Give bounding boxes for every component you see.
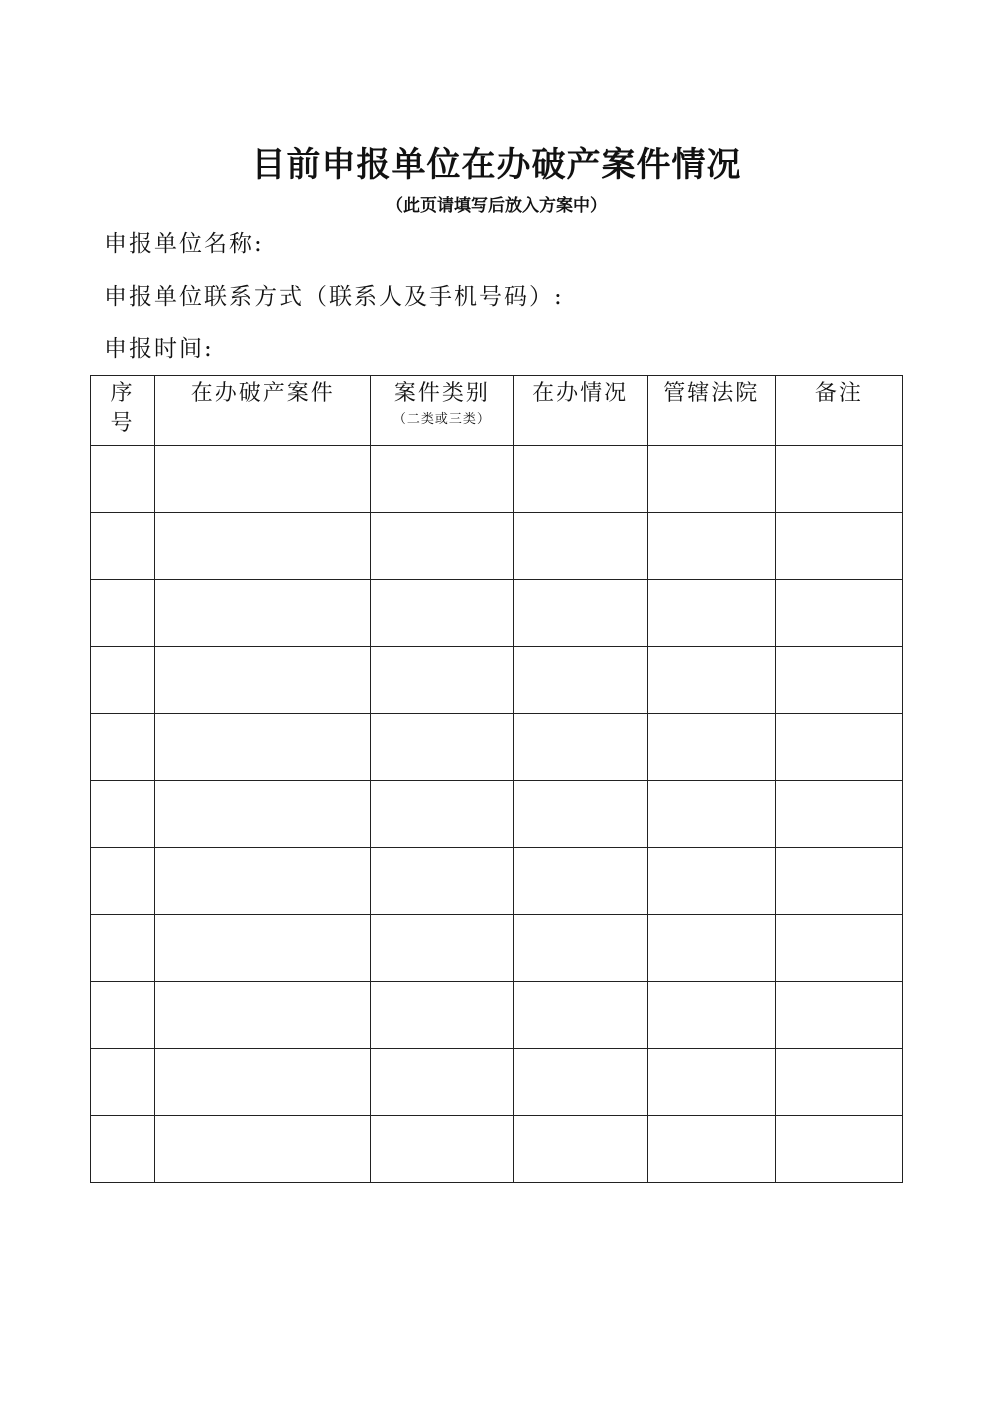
cell-note[interactable] <box>775 1116 902 1183</box>
header-type-label: 案件类别 <box>393 381 490 406</box>
header-type <box>371 376 513 446</box>
cell-court[interactable] <box>647 1049 775 1116</box>
cell-case[interactable] <box>155 513 371 580</box>
cell-type[interactable] <box>371 647 513 714</box>
cell-court[interactable] <box>647 580 775 647</box>
table-row <box>91 915 903 982</box>
header-type-note: （二类或三类） <box>392 412 491 427</box>
cell-note[interactable] <box>775 580 902 647</box>
cell-note[interactable] <box>775 982 902 1049</box>
header-seq <box>91 376 155 446</box>
table-body <box>91 446 903 1183</box>
table-row <box>91 714 903 781</box>
cell-case[interactable] <box>155 848 371 915</box>
header-court <box>647 376 775 446</box>
cell-seq[interactable] <box>91 446 155 513</box>
cell-court[interactable] <box>647 781 775 848</box>
declaration-time-label: 申报时间: <box>104 336 214 362</box>
cell-case[interactable] <box>155 647 371 714</box>
cell-status[interactable] <box>513 513 647 580</box>
cell-type[interactable] <box>371 915 513 982</box>
cell-type[interactable] <box>371 848 513 915</box>
cell-court[interactable] <box>647 848 775 915</box>
page-subtitle: （此页请填写后放入方案中） <box>386 196 607 216</box>
cell-type[interactable] <box>371 714 513 781</box>
header-case-label: 在办破产案件 <box>190 381 335 406</box>
cell-seq[interactable] <box>91 1116 155 1183</box>
cell-status[interactable] <box>513 580 647 647</box>
page-title: 目前申报单位在办破产案件情况 <box>251 145 742 185</box>
cell-court[interactable] <box>647 513 775 580</box>
table-header-row <box>91 376 903 446</box>
cell-case[interactable] <box>155 1049 371 1116</box>
cell-court[interactable] <box>647 915 775 982</box>
cell-status[interactable] <box>513 647 647 714</box>
cell-type[interactable] <box>371 446 513 513</box>
cell-case[interactable] <box>155 781 371 848</box>
header-seq-label: 序号 <box>110 381 135 436</box>
cell-status[interactable] <box>513 781 647 848</box>
cell-case[interactable] <box>155 982 371 1049</box>
cell-court[interactable] <box>647 446 775 513</box>
table-row <box>91 580 903 647</box>
table-row <box>91 1049 903 1116</box>
cell-case[interactable] <box>155 1116 371 1183</box>
cell-seq[interactable] <box>91 915 155 982</box>
cell-type[interactable] <box>371 781 513 848</box>
cell-seq[interactable] <box>91 580 155 647</box>
header-status <box>513 376 647 446</box>
table-row <box>91 647 903 714</box>
cell-note[interactable] <box>775 513 902 580</box>
cell-type[interactable] <box>371 982 513 1049</box>
cell-seq[interactable] <box>91 714 155 781</box>
cell-case[interactable] <box>155 714 371 781</box>
cell-status[interactable] <box>513 1049 647 1116</box>
cell-seq[interactable] <box>91 647 155 714</box>
cell-status[interactable] <box>513 982 647 1049</box>
cell-status[interactable] <box>513 848 647 915</box>
cell-type[interactable] <box>371 580 513 647</box>
header-note <box>775 376 902 446</box>
cell-status[interactable] <box>513 915 647 982</box>
header-note-label: 备注 <box>814 381 863 406</box>
cell-case[interactable] <box>155 580 371 647</box>
cell-seq[interactable] <box>91 781 155 848</box>
cell-court[interactable] <box>647 982 775 1049</box>
unit-name-label: 申报单位名称: <box>104 231 264 257</box>
table-row <box>91 446 903 513</box>
case-table <box>90 375 903 1183</box>
cell-note[interactable] <box>775 848 902 915</box>
table-row <box>91 1116 903 1183</box>
cell-seq[interactable] <box>91 848 155 915</box>
cell-type[interactable] <box>371 1049 513 1116</box>
cell-status[interactable] <box>513 1116 647 1183</box>
header-court-label: 管辖法院 <box>663 381 760 406</box>
cell-note[interactable] <box>775 915 902 982</box>
cell-note[interactable] <box>775 446 902 513</box>
table-row <box>91 982 903 1049</box>
table-row <box>91 781 903 848</box>
cell-case[interactable] <box>155 915 371 982</box>
cell-type[interactable] <box>371 513 513 580</box>
header-case <box>155 376 371 446</box>
cell-note[interactable] <box>775 781 902 848</box>
cell-note[interactable] <box>775 647 902 714</box>
cell-note[interactable] <box>775 1049 902 1116</box>
contact-label: 申报单位联系方式（联系人及手机号码）: <box>104 284 564 310</box>
cell-status[interactable] <box>513 714 647 781</box>
header-status-label: 在办情况 <box>532 381 629 406</box>
cell-type[interactable] <box>371 1116 513 1183</box>
cell-court[interactable] <box>647 714 775 781</box>
cell-note[interactable] <box>775 714 902 781</box>
table-row <box>91 513 903 580</box>
table-row <box>91 848 903 915</box>
cell-seq[interactable] <box>91 982 155 1049</box>
cell-court[interactable] <box>647 1116 775 1183</box>
cell-seq[interactable] <box>91 513 155 580</box>
cell-court[interactable] <box>647 647 775 714</box>
cell-status[interactable] <box>513 446 647 513</box>
cell-seq[interactable] <box>91 1049 155 1116</box>
cell-case[interactable] <box>155 446 371 513</box>
